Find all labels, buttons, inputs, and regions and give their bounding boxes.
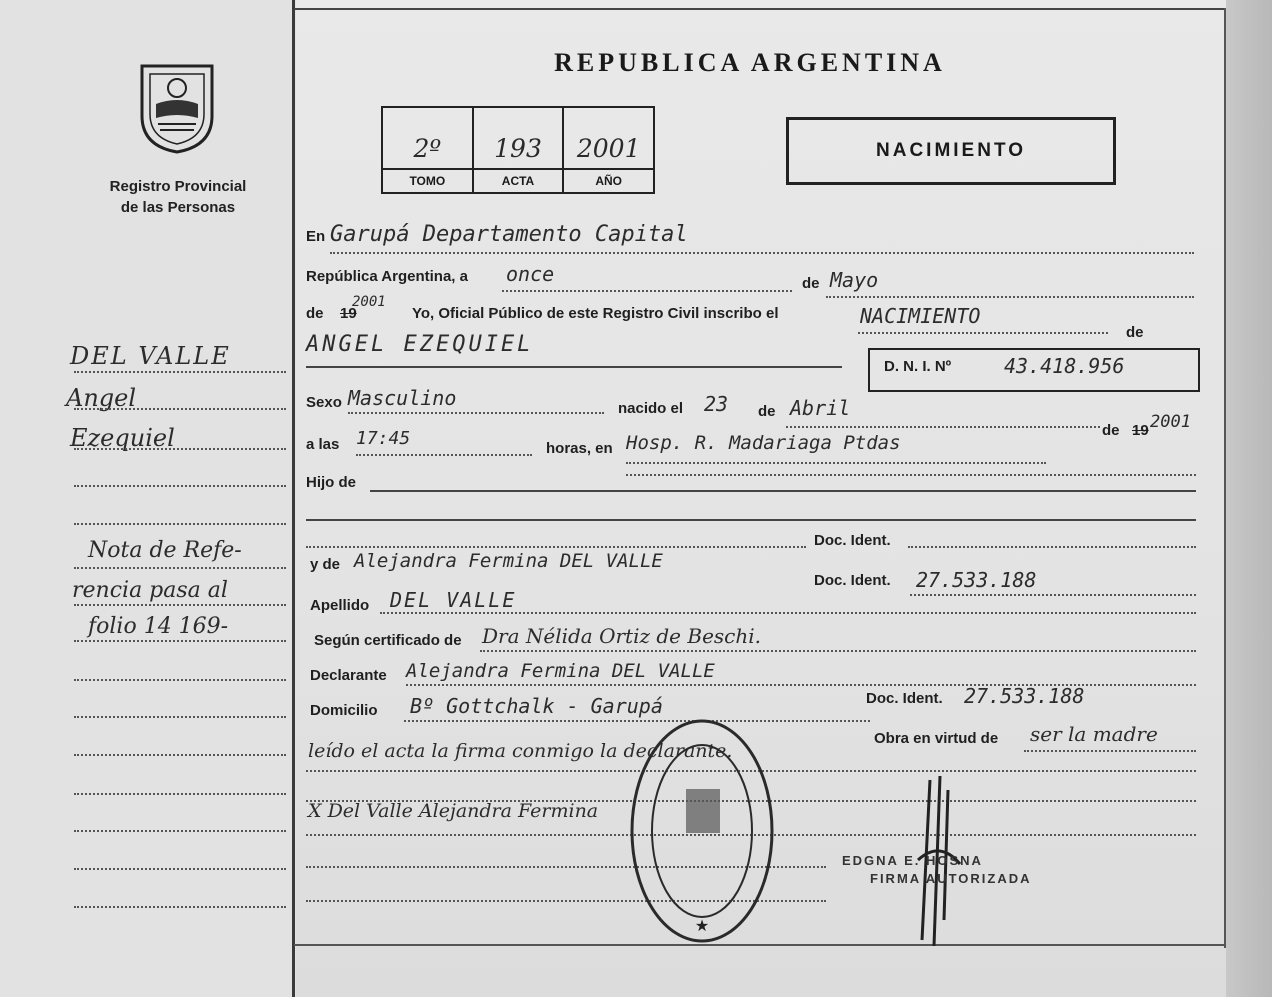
- authority-title: FIRMA AUTORIZADA: [870, 871, 1032, 886]
- doc3-label: Doc. Ident.: [866, 690, 943, 707]
- place-line-2: [626, 474, 1196, 476]
- margin-note-line1: Nota de Refe-: [88, 538, 242, 563]
- segun-value: Dra Nélida Ortiz de Beschi.: [482, 624, 762, 648]
- yde-label: y de: [310, 556, 341, 573]
- day-line: [502, 290, 792, 292]
- registry-name-line2: de las Personas: [120, 199, 236, 216]
- nacido-month: Abril: [790, 396, 851, 420]
- doc1-value-line: [908, 546, 1196, 548]
- de-name-label: de: [1126, 324, 1144, 341]
- margin-surname: DEL VALLE: [70, 342, 231, 370]
- yo-oficial-label: Yo, Oficial Público de este Registro Civil inscribo el: [412, 305, 779, 322]
- year-de-label: de: [306, 305, 324, 322]
- acta-label: ACTA: [474, 168, 563, 192]
- hijo-line: [370, 490, 1196, 492]
- provincial-emblem-icon: [136, 58, 218, 154]
- declarante-line: [406, 684, 1196, 686]
- year-printed: 19: [340, 305, 357, 322]
- nacido-month-line: [786, 426, 1100, 428]
- declarante-value: Alejandra Fermina DEL VALLE: [406, 660, 715, 682]
- place-line: [626, 462, 1046, 464]
- top-border: [294, 8, 1224, 10]
- year-value: 2001: [352, 294, 386, 310]
- margin-given-name-2: Ezequiel: [70, 424, 175, 452]
- svg-text:★: ★: [694, 918, 710, 935]
- segun-line: [480, 650, 1196, 652]
- leido-value: leído el acta la firma conmigo la declarante.: [308, 740, 733, 762]
- nacido-de-label: de: [758, 403, 776, 420]
- republica-label: República Argentina, a: [306, 268, 468, 285]
- declarant-signature: X Del Valle Alejandra Fermina: [308, 800, 599, 822]
- registry-name: [70, 176, 286, 218]
- ano-value: 2001: [576, 134, 641, 163]
- dni-label: D. N. I. Nº: [884, 358, 952, 375]
- right-border: [1224, 8, 1226, 948]
- year2-printed: 19: [1132, 422, 1149, 439]
- inscribo-line: [858, 332, 1108, 334]
- authority-name: EDGNA E. HOSNA: [842, 853, 983, 868]
- year2-de-label: de: [1102, 422, 1120, 439]
- dni-value: 43.418.956: [1004, 354, 1125, 378]
- margin-divider: [292, 0, 295, 997]
- doc2-label: Doc. Ident.: [814, 572, 891, 589]
- obra-line: [1024, 750, 1196, 752]
- mother-value: Alejandra Fermina DEL VALLE: [354, 550, 663, 572]
- place-value: Hosp. R. Madariaga Ptdas: [626, 432, 901, 454]
- sexo-value: Masculino: [348, 386, 457, 410]
- apellido-label: Apellido: [310, 597, 370, 614]
- hijo-label: Hijo de: [306, 474, 357, 491]
- name-value: ANGEL EZEQUIEL: [306, 332, 534, 357]
- margin-given-name-1: Angel: [66, 384, 137, 412]
- tomo-cell: [383, 108, 474, 192]
- tomo-value: 2º: [413, 134, 442, 163]
- en-line: [330, 252, 1194, 254]
- official-seal-icon: [628, 717, 776, 945]
- obra-label: Obra en virtud de: [874, 730, 999, 747]
- year2-value: 2001: [1150, 412, 1191, 432]
- page-title: REPUBLICA ARGENTINA: [554, 48, 946, 77]
- en-label: En: [306, 228, 326, 245]
- inscribo-value: NACIMIENTO: [860, 304, 981, 328]
- en-value: Garupá Departamento Capital: [330, 222, 688, 247]
- alas-label: a las: [306, 436, 340, 453]
- time-value: 17:45: [356, 428, 411, 449]
- segun-label: Según certificado de: [314, 632, 462, 649]
- acta-value: 193: [494, 134, 542, 163]
- declarante-label: Declarante: [310, 667, 387, 684]
- day-value: once: [506, 262, 555, 286]
- margin-note-line2: rencia pasa al: [72, 578, 228, 603]
- month-line: [826, 296, 1194, 298]
- ano-label: AÑO: [564, 168, 653, 192]
- month-value: Mayo: [830, 268, 879, 292]
- sexo-label: Sexo: [306, 394, 342, 411]
- authority-stamp: [842, 852, 1032, 888]
- doc1-label: Doc. Ident.: [814, 532, 891, 549]
- apellido-line: [380, 612, 1196, 614]
- registry-name-line1: Registro Provincial: [109, 178, 247, 195]
- obra-value: ser la madre: [1030, 722, 1158, 746]
- domicilio-value: Bº Gottchalk - Garupá: [410, 694, 663, 718]
- nacido-day: 23: [704, 392, 729, 416]
- hijo-line-2: [306, 519, 1196, 521]
- sexo-line: [348, 412, 604, 414]
- domicilio-label: Domicilio: [310, 702, 378, 719]
- doc3-value: 27.533.188: [964, 684, 1085, 708]
- acta-cell: [474, 108, 565, 192]
- doc1-line: [306, 546, 806, 548]
- apellido-value: DEL VALLE: [390, 588, 517, 612]
- doc2-line: [910, 594, 1196, 596]
- ano-cell: [564, 108, 653, 192]
- horas-label: horas, en: [546, 440, 613, 457]
- time-line: [356, 454, 532, 456]
- month-de-label: de: [802, 275, 820, 292]
- record-numbers-box: [381, 106, 655, 194]
- doc2-value: 27.533.188: [916, 568, 1037, 592]
- tomo-label: TOMO: [383, 168, 472, 192]
- page-shadow: [1226, 0, 1272, 997]
- record-type-box: NACIMIENTO: [786, 117, 1116, 185]
- nacido-label: nacido el: [618, 400, 684, 417]
- name-line: [306, 366, 842, 368]
- margin-note-line3: folio 14 169-: [88, 614, 229, 639]
